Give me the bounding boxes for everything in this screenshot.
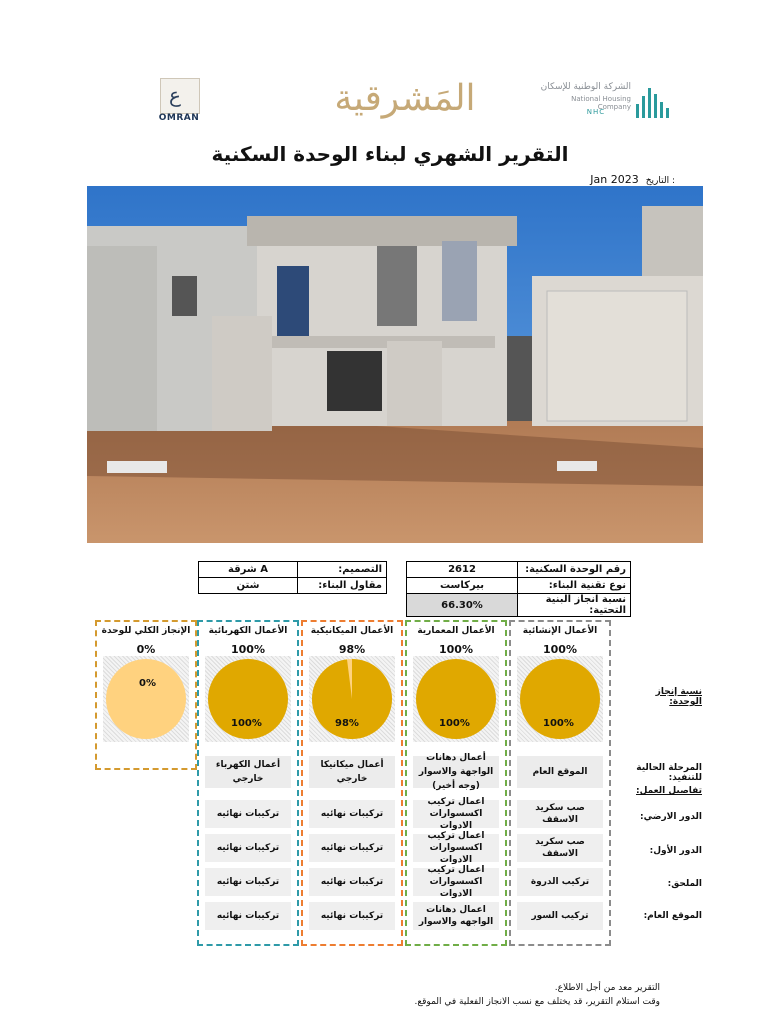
date-value: Jan 2023 (590, 173, 639, 186)
omran-logo-text: OMRAN (158, 113, 200, 123)
panel-title: الأعمال الميكانيكية (310, 626, 394, 636)
row-label-site: الموقع العام: (643, 911, 702, 921)
design-info-table (198, 561, 387, 594)
unit-info-table (406, 561, 631, 617)
design-value: شرقة A (199, 562, 298, 578)
nhc-abbreviation: NHC (586, 108, 606, 116)
infrastructure-value: 66.30% (407, 594, 518, 617)
work-detail-cell: تركيب الدروة (517, 868, 603, 896)
completion-pie (517, 656, 603, 742)
nhc-bars-icon (636, 84, 672, 118)
work-detail-cell: اعمال دهانات الواجهه والاسوار (413, 902, 499, 930)
pie-label: 100% (543, 718, 574, 729)
footer-note-1: التقرير معد من أجل الاطلاع. (554, 983, 660, 993)
panel-title: الأعمال الإنشائية (522, 626, 598, 636)
panel-structural (509, 620, 611, 946)
pie-label: 100% (439, 718, 470, 729)
nhc-logo (536, 80, 676, 124)
omran-logo (152, 78, 206, 126)
mashriqiya-logo: المَشرقية (334, 78, 476, 119)
row-label-completion: نسبة إنجاز الوحدة: (655, 687, 702, 707)
contractor-value: شتن (199, 578, 298, 594)
nhc-arabic-name: الشركة الوطنية للإسكان (540, 82, 631, 92)
completion-pie (103, 656, 189, 742)
work-detail-cell: تركيبات نهائيه (309, 800, 395, 828)
panel-percent: 100% (231, 643, 265, 656)
work-detail-cell: تركيبات نهائيه (309, 902, 395, 930)
footer-note-2: وقت استلام التقرير، قد يختلف مع نسب الانجاز الفعلية في الموقع. (414, 997, 660, 1007)
work-detail-cell: اعمال تركيب اكسسوارات الادوات (413, 868, 499, 896)
work-detail-cell: اعمال تركيب اكسسوارات الادوات (413, 834, 499, 862)
pie-label: 98% (335, 718, 359, 729)
completion-pie (205, 656, 291, 742)
work-detail-cell: تركيب السور (517, 902, 603, 930)
work-detail-cell: صب سكريد الاسقف (517, 800, 603, 828)
panel-electrical (197, 620, 299, 946)
design-label: التصميم: (298, 562, 387, 578)
row-label-details: تفاصيل العمل: (636, 786, 702, 796)
current-stage: أعمال الكهرباء خارجي (205, 756, 291, 788)
panel-percent: 100% (543, 643, 577, 656)
panel-architectural (405, 620, 507, 946)
work-detail-cell: اعمال تركيب اكسسوارات الادوات (413, 800, 499, 828)
work-detail-cell: تركيبات نهائيه (205, 800, 291, 828)
panel-title: الإنجاز الكلي للوحدة (101, 626, 191, 636)
work-detail-cell: تركيبات نهائيه (205, 902, 291, 930)
row-label-annex: الملحق: (667, 879, 702, 889)
row-label-stage: المرحلة الحالية للتنفيذ: (636, 763, 702, 783)
current-stage: أعمال ميكانيكا خارجي (309, 756, 395, 788)
current-stage: الموقع العام (517, 756, 603, 788)
row-label-first: الدور الأول: (649, 846, 702, 856)
nhc-english-name: National Housing Company (571, 95, 631, 111)
pie-slice-remaining (106, 659, 186, 739)
pie-label: 0% (139, 678, 156, 689)
report-date (540, 173, 675, 186)
panel-percent: 100% (439, 643, 473, 656)
work-detail-cell: تركيبات نهائيه (309, 834, 395, 862)
row-label-ground: الدور الارضي: (640, 812, 702, 822)
panel-percent: 98% (338, 643, 366, 656)
contractor-label: مقاول البناء: (298, 578, 387, 594)
work-detail-cell: تركيبات نهائيه (309, 868, 395, 896)
unit-number-label: رقم الوحدة السكنية: (518, 562, 631, 578)
completion-pie (309, 656, 395, 742)
date-label: التاريخ : (645, 176, 675, 186)
unit-number-value: 2612 (407, 562, 518, 578)
infrastructure-label: نسبة انجاز البنية التحتية: (518, 594, 631, 617)
report-title: التقرير الشهري لبناء الوحدة السكنية (211, 142, 569, 166)
build-tech-label: نوع تقنية البناء: (518, 578, 631, 594)
work-detail-cell: تركيبات نهائيه (205, 868, 291, 896)
pie-label: 100% (231, 718, 262, 729)
panel-title: الأعمال المعمارية (417, 626, 495, 636)
panel-overall (95, 620, 197, 770)
panel-title: الأعمال الكهربائية (208, 626, 288, 636)
work-detail-cell: تركيبات نهائيه (205, 834, 291, 862)
completion-pie (413, 656, 499, 742)
panel-percent: 0% (136, 643, 156, 656)
current-stage: أعمال دهانات الواجهة والاسوار (وجه أخير) (413, 756, 499, 788)
work-detail-cell: صب سكريد الاسقف (517, 834, 603, 862)
panel-mechanical (301, 620, 403, 946)
unit-photo (87, 186, 703, 543)
build-tech-value: بيركاست (407, 578, 518, 594)
omran-mark-icon: ع (160, 78, 200, 114)
